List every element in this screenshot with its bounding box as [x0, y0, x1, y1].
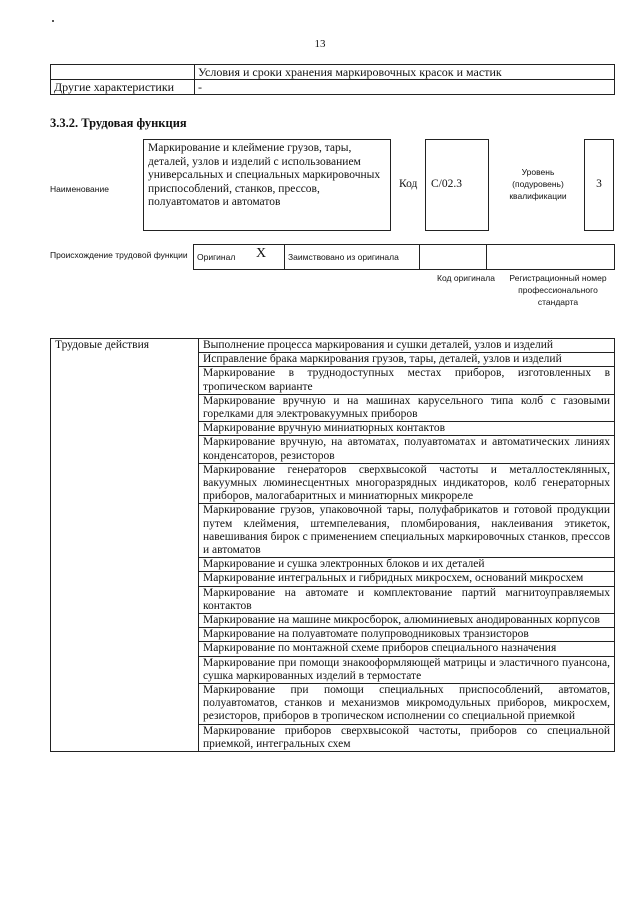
- action-item: Маркирование генераторов сверхвысокой частоты и металлостеклянных, вакуумных люминесцентных многоразрядных индикаторов, колб генераторных приборов, малогабаритных и миниатюрных микрореле: [199, 463, 615, 504]
- action-item: Маркирование вручную миниатюрных контактов: [199, 422, 615, 436]
- action-item: Маркирование и сушка электронных блоков и их деталей: [199, 558, 615, 572]
- section-heading: 3.3.2. Трудовая функция: [50, 116, 187, 130]
- action-item: Маркирование при помощи знакооформляющей матрицы и эластичного пуансона, сушка маркированных изделий в термостате: [199, 656, 615, 683]
- action-item: Маркирование в труднодоступных местах приборов, изготовленных в тропическом варианте: [199, 367, 615, 394]
- row-value: -: [195, 80, 615, 95]
- row-label: Другие характеристики: [51, 80, 195, 95]
- table-row: [51, 339, 615, 353]
- level-label: Уровень (подуровень) квалификации: [509, 167, 567, 201]
- function-code-value: C/02.3: [431, 178, 462, 190]
- original-label: Оригинал: [197, 252, 236, 262]
- reg-number-cell: [487, 245, 615, 270]
- labor-actions-label: Трудовые действия: [51, 339, 199, 752]
- action-item: Маркирование при помощи специальных приспособлений, автоматов, полуавтоматов, станков и механизмов микромодульных приборов, микросхем, резисторов, приборов в тропическом исполнении со специальной приемкой: [199, 684, 615, 725]
- function-name-box: Маркирование и клеймение грузов, тары, деталей, узлов и изделий с использованием универсальных и специальных маркировочных приспособлений, станков, прессов, полуавтоматов и автоматов: [143, 139, 391, 231]
- action-item: Маркирование на автомате и комплектование партий магнитоуправляемых контактов: [199, 586, 615, 613]
- action-item: Маркирование приборов сверхвысокой частоты, приборов со специальной приемкой, интегральных схем: [199, 724, 615, 751]
- original-mark: X: [256, 246, 267, 261]
- code-label: Код: [399, 178, 418, 190]
- origin-label: Происхождение трудовой функции: [50, 250, 188, 260]
- action-item: Маркирование на полуавтомате полупроводниковых транзисторов: [199, 628, 615, 642]
- action-item: Маркирование на машине микросборок, алюминиевых анодированных корпусов: [199, 614, 615, 628]
- characteristics-table: [50, 64, 615, 95]
- action-item: Маркирование вручную и на машинах карусельного типа колб с газовыми горелками для электровакуумных приборов: [199, 394, 615, 421]
- scan-speck: [52, 20, 54, 22]
- action-item: Маркирование грузов, упаковочной тары, полуфабрикатов и готовой продукции путем клеймения, штемпелевания, пломбирования, наклеивания этикеток, навешивания бирок с применением специальных маркировочных станков, прессов и автоматов: [199, 504, 615, 558]
- action-item: Маркирование вручную, на автоматах, полуавтоматах и автоматических линиях конденсаторов, резисторов: [199, 436, 615, 463]
- qualification-level-value: 3: [596, 178, 602, 190]
- code-original-caption: Код оригинала: [437, 273, 495, 283]
- qualification-level-box: [584, 139, 614, 231]
- action-item: Маркирование по монтажной схеме приборов специального назначения: [199, 642, 615, 656]
- table-row: [194, 245, 615, 270]
- labor-actions-table: [50, 338, 615, 752]
- action-item: Исправление брака маркирования грузов, тары, деталей, узлов и изделий: [199, 353, 615, 367]
- table-row: [51, 80, 615, 95]
- function-code-box: [425, 139, 489, 231]
- code-original-cell: [420, 245, 487, 270]
- name-label: Наименование: [50, 184, 109, 194]
- action-item: Маркирование интегральных и гибридных микросхем, оснований микросхем: [199, 572, 615, 586]
- original-cell: [194, 245, 285, 270]
- reg-number-caption: Регистрационный номер профессионального стандарта: [509, 273, 607, 307]
- table-row: [51, 65, 615, 80]
- action-item: Выполнение процесса маркирования и сушки деталей, узлов и изделий: [199, 339, 615, 353]
- origin-table: [193, 244, 615, 270]
- row-value: Условия и сроки хранения маркировочных красок и мастик: [195, 65, 615, 80]
- borrowed-cell: Заимствовано из оригинала: [285, 245, 420, 270]
- page-number: 13: [314, 38, 326, 50]
- row-label: [51, 65, 195, 80]
